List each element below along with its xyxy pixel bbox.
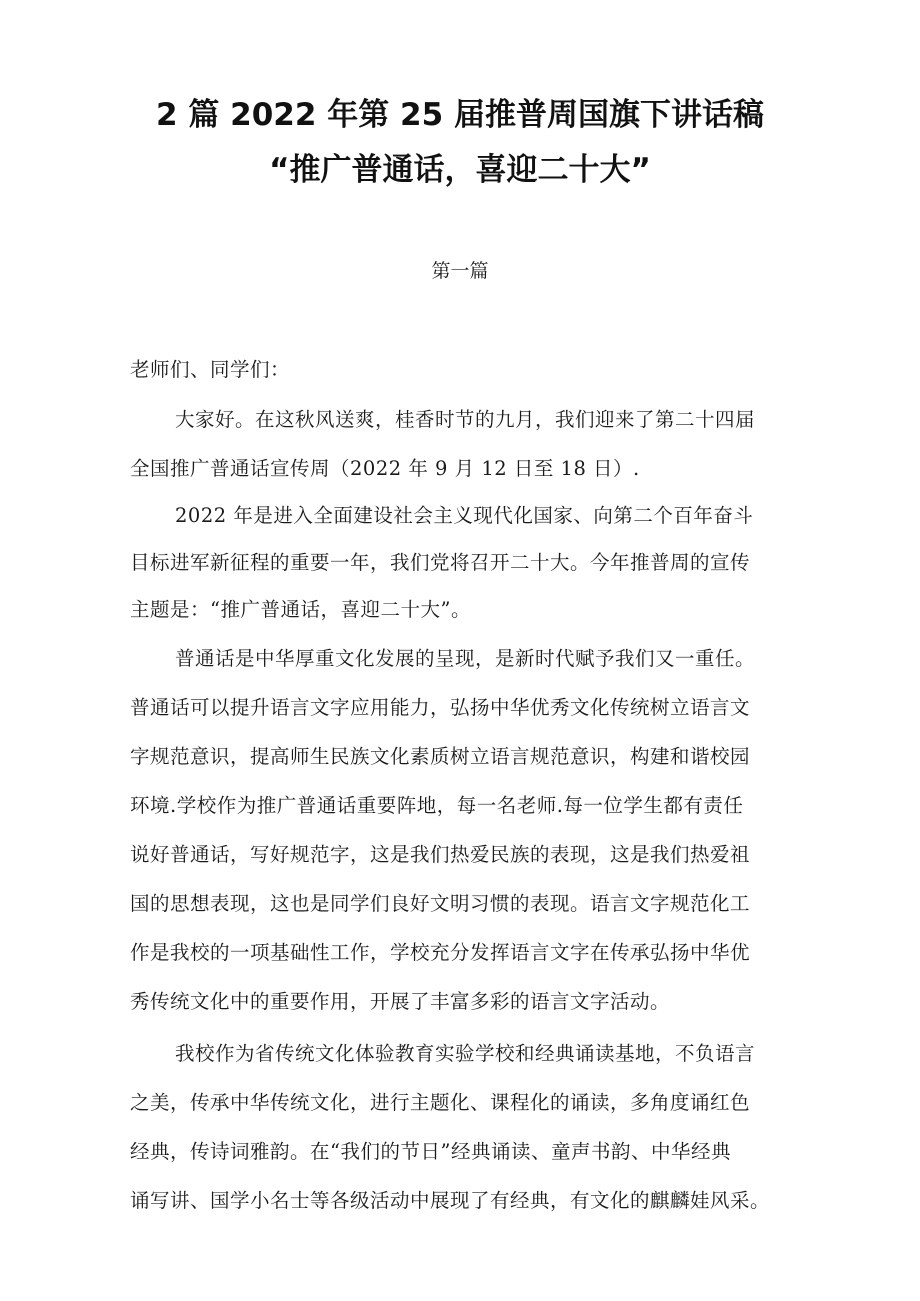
paragraph-line: 我校作为省传统文化体验教育实验学校和经典诵读基地，不负语言 xyxy=(175,1042,756,1065)
paragraph-line: 主题是：“推广普通话，喜迎二十大”。 xyxy=(130,598,471,621)
paragraph-line: 诵写讲、国学小名士等各级活动中展现了有经典，有文化的麒麟娃风采。 xyxy=(130,1189,771,1212)
section-label: 第一篇 xyxy=(431,260,489,282)
paragraph-line: 国的思想表现，这也是同学们良好文明习惯的表现。语言文字规范化工 xyxy=(130,892,751,915)
document-title-line-2: “推广普通话，喜迎二十大” xyxy=(269,152,651,188)
paragraph-line: 经典，传诗词雅韵。在“我们的节日”经典诵读、童声书韵、中华经典 xyxy=(130,1140,731,1163)
paragraph-line: 大家好。在这秋风送爽，桂香时节的九月，我们迎来了第二十四届 xyxy=(175,408,756,431)
paragraph-line: 作是我校的一项基础性工作，学校充分发挥语言文字在传承弘扬中华优 xyxy=(130,941,751,964)
paragraph-line: 2022 年是进入全面建设社会主义现代化国家、向第二个百年奋斗 xyxy=(175,504,754,527)
paragraph-line: 之美，传承中华传统文化，进行主题化、课程化的诵读，多角度诵红色 xyxy=(130,1091,751,1114)
salutation: 老师们、同学们： xyxy=(130,358,291,381)
paragraph-line: 环境.学校作为推广普通话重要阵地，每一名老师.每一位学生都有责任 xyxy=(130,794,744,817)
paragraph-line: 秀传统文化中的重要作用，开展了丰富多彩的语言文字活动。 xyxy=(130,990,671,1013)
paragraph-line: 目标进军新征程的重要一年，我们党将召开二十大。今年推普周的宣传 xyxy=(130,551,751,574)
document-title-line-1: 2 篇 2022 年第 25 届推普周国旗下讲话稿 xyxy=(156,97,764,133)
paragraph-line: 普通话是中华厚重文化发展的呈现，是新时代赋予我们又一重任。 xyxy=(175,647,756,670)
paragraph-line: 说好普通话，写好规范字，这是我们热爱民族的表现，这是我们热爱祖 xyxy=(130,843,751,866)
paragraph-line: 全国推广普通话宣传周（2022 年 9 月 12 日至 18 日）. xyxy=(130,457,640,480)
paragraph-line: 字规范意识，提高师生民族文化素质树立语言规范意识，构建和谐校园 xyxy=(130,745,751,768)
paragraph-line: 普通话可以提升语言文字应用能力，弘扬中华优秀文化传统树立语言文 xyxy=(130,696,751,719)
